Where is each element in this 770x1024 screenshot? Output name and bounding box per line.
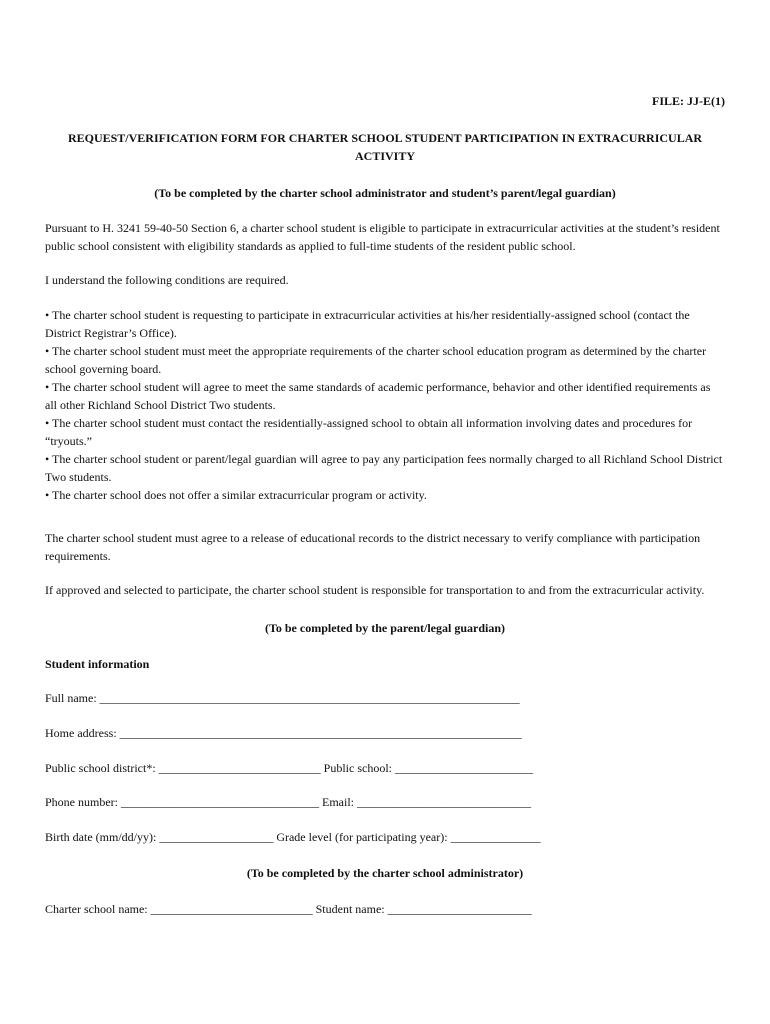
list-item: • The charter school student will agree to meet the same standards of academic performance, behavior and other identified requirements as all other Richland School District Two students. — [45, 380, 711, 412]
page-title — [45, 129, 725, 165]
release-paragraph: The charter school student must agree to a release of educational records to the district necessary to verify compliance with participation requirements. — [45, 531, 701, 563]
birth-grade-field[interactable]: Birth date (mm/dd/yy): ___________________ Grade level (for participating year): _______________ — [45, 830, 541, 844]
full-name-field[interactable]: Full name: ______________________________________________________________________ — [45, 691, 520, 705]
page-title-line-1: REQUEST/VERIFICATION FORM FOR CHARTER SCHOOL STUDENT PARTICIPATION IN EXTRACURRICULAR — [67, 131, 703, 145]
list-item: • The charter school student is requesting to participate in extracurricular activities at his/her residentially-assigned school (contact the District Registrar’s Office). — [45, 308, 690, 340]
transport-paragraph: If approved and selected to participate, the charter school student is responsible for transportation to and from the extracurricular activity. — [45, 583, 705, 597]
conditions-list — [45, 306, 725, 504]
list-item: • The charter school student must meet the appropriate requirements of the charter school education program as determined by the charter school governing board. — [45, 344, 707, 376]
list-item: • The charter school student or parent/legal guardian will agree to pay any participation fees normally charged to all Richland School District Two students. — [45, 452, 723, 484]
file-label: FILE: JJ-E(1) — [652, 94, 725, 108]
phone-email-field[interactable]: Phone number: _________________________________ Email: _____________________________ — [45, 795, 531, 809]
parent-section-heading: (To be completed by the parent/legal guardian) — [264, 621, 505, 635]
district-school-field[interactable]: Public school district*: ___________________________ Public school: _______________________ — [45, 761, 533, 775]
student-info-heading: Student information — [45, 657, 150, 671]
home-address-field[interactable]: Home address: ___________________________________________________________________ — [45, 726, 522, 740]
page-title-line-2: ACTIVITY — [354, 149, 415, 163]
list-item: • The charter school does not offer a similar extracurricular program or activity. — [45, 488, 427, 502]
conditions-intro: I understand the following conditions are required. — [45, 273, 289, 287]
admin-section-heading: (To be completed by the charter school administrator) — [246, 866, 524, 880]
list-item: • The charter school student must contact the residentially-assigned school to obtain all information involving dates and procedures for “tryouts.” — [45, 416, 693, 448]
completion-note: (To be completed by the charter school administrator and student’s parent/legal guardian) — [154, 186, 616, 200]
intro-paragraph: Pursuant to H. 3241 59-40-50 Section 6, a charter school student is eligible to participate in extracurricular activities at the student’s resident public school consistent with eligibility standards as applied to full-time students of the resident public school. — [45, 221, 720, 253]
charter-student-field[interactable]: Charter school name: ___________________________ Student name: ________________________ — [45, 902, 532, 916]
